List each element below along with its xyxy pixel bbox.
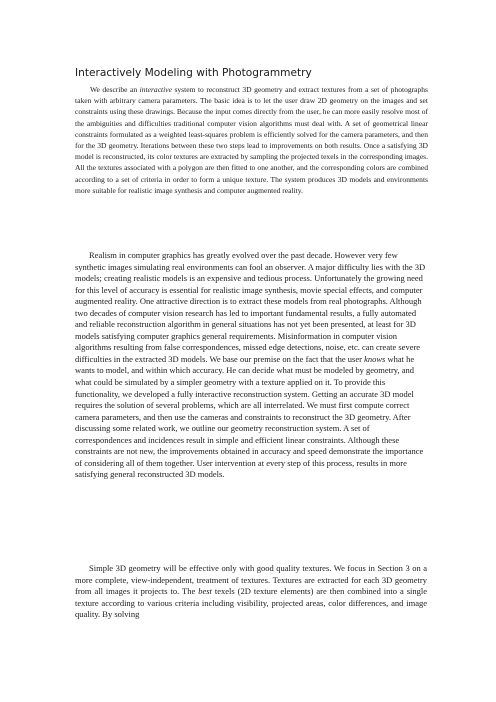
intro-emphasis: knows (364, 353, 386, 364)
intro-text-part-1: Realism in computer graphics has greatly evolved over the past decade. However very few synthetic images simulating real environments can fool an observer. A major difficulty lies with the 3D models; creating realistic models is an expensive and tedious process. Unfortunately the growing need for this level of accuracy is essential for realistic image synthesis, movie special effects, and computer augmented reality. One attractive direction is to extract these models from real photographs. Although two decades of computer vision research has led to important fundamental results, a fully automated and reliable reconstruction algorithm in general situations has not yet been presented, at least for 3D models satisfying computer graphics general requirements. Misinformation in computer vision algorithms resulting from false correspondences, missed edge detections, noise, etc. can create severe difficulties in the extracted 3D models. We base our premise on the fact that the user (75, 250, 426, 364)
abstract-paragraph (75, 84, 428, 196)
abstract-emphasis: interactive (139, 85, 172, 94)
body-paragraph-textures (75, 563, 427, 621)
intro-text-part-2: what he wants to model, and within which accuracy. He can decide what must be modeled by geometry, and what could be simulated by a simpler geometry with a texture applied on it. To provide this functionality, we developed a fully interactive reconstruction system. Getting an accurate 3D model requires the solution of several problems, which are all interrelated. We must first compute correct camera parameters, and then use the cameras and constraints to reconstruct the 3D geometry. After discussing some related work, we outline our geometry reconstruction system. A set of correspondences and incidences result in simple and efficient linear constraints. Although these constraints are not new, the improvements obtained in accuracy and speed demonstrate the importance of considering all of them together. User intervention at every step of this process, results in more satisfying general reconstructed 3D models. (75, 353, 424, 480)
textures-text-part-1: Simple 3D geometry will be effective only with good quality textures. We focus in Section 3 on a more complete, view-independent, treatment of textures. Textures are extracted for each 3D geometry from all images it projects to. The (75, 563, 427, 597)
body-paragraph-intro (75, 250, 427, 481)
abstract-text-part-2: system to reconstruct 3D geometry and extract textures from a set of photographs taken with arbitrary camera parameters. The basic idea is to let the user draw 2D geometry on the images and set constraints using these drawings. Because the input comes directly from the user, he can more easily resolve most of the ambiguities and difficulties traditional computer vision algorithms must deal with. A set of geometrical linear constraints formulated as a weighted least-squares problem is efficiently solved for the camera parameters, and then for the 3D geometry. Iterations between these two steps lead to improvements on both results. Once a satisfying 3D model is reconstructed, its color textures are extracted by sampling the projected texels in the corresponding images. All the textures associated with a polygon are then fitted to one another, and the corresponding colors are combined according to a set of criteria in order to form a unique texture. The system produces 3D models and environments more suitable for realistic image synthesis and computer augmented reality. (75, 85, 428, 195)
textures-text-part-2: texels (2D texture elements) are then combined into a single texture according to various criteria including visibility, projected areas, color differences, and image quality. By solving (75, 586, 427, 620)
paper-title: Interactively Modeling with Photogrammetry (75, 67, 312, 79)
textures-emphasis: best (198, 586, 212, 597)
abstract-text-part-1: We describe an (90, 85, 140, 94)
